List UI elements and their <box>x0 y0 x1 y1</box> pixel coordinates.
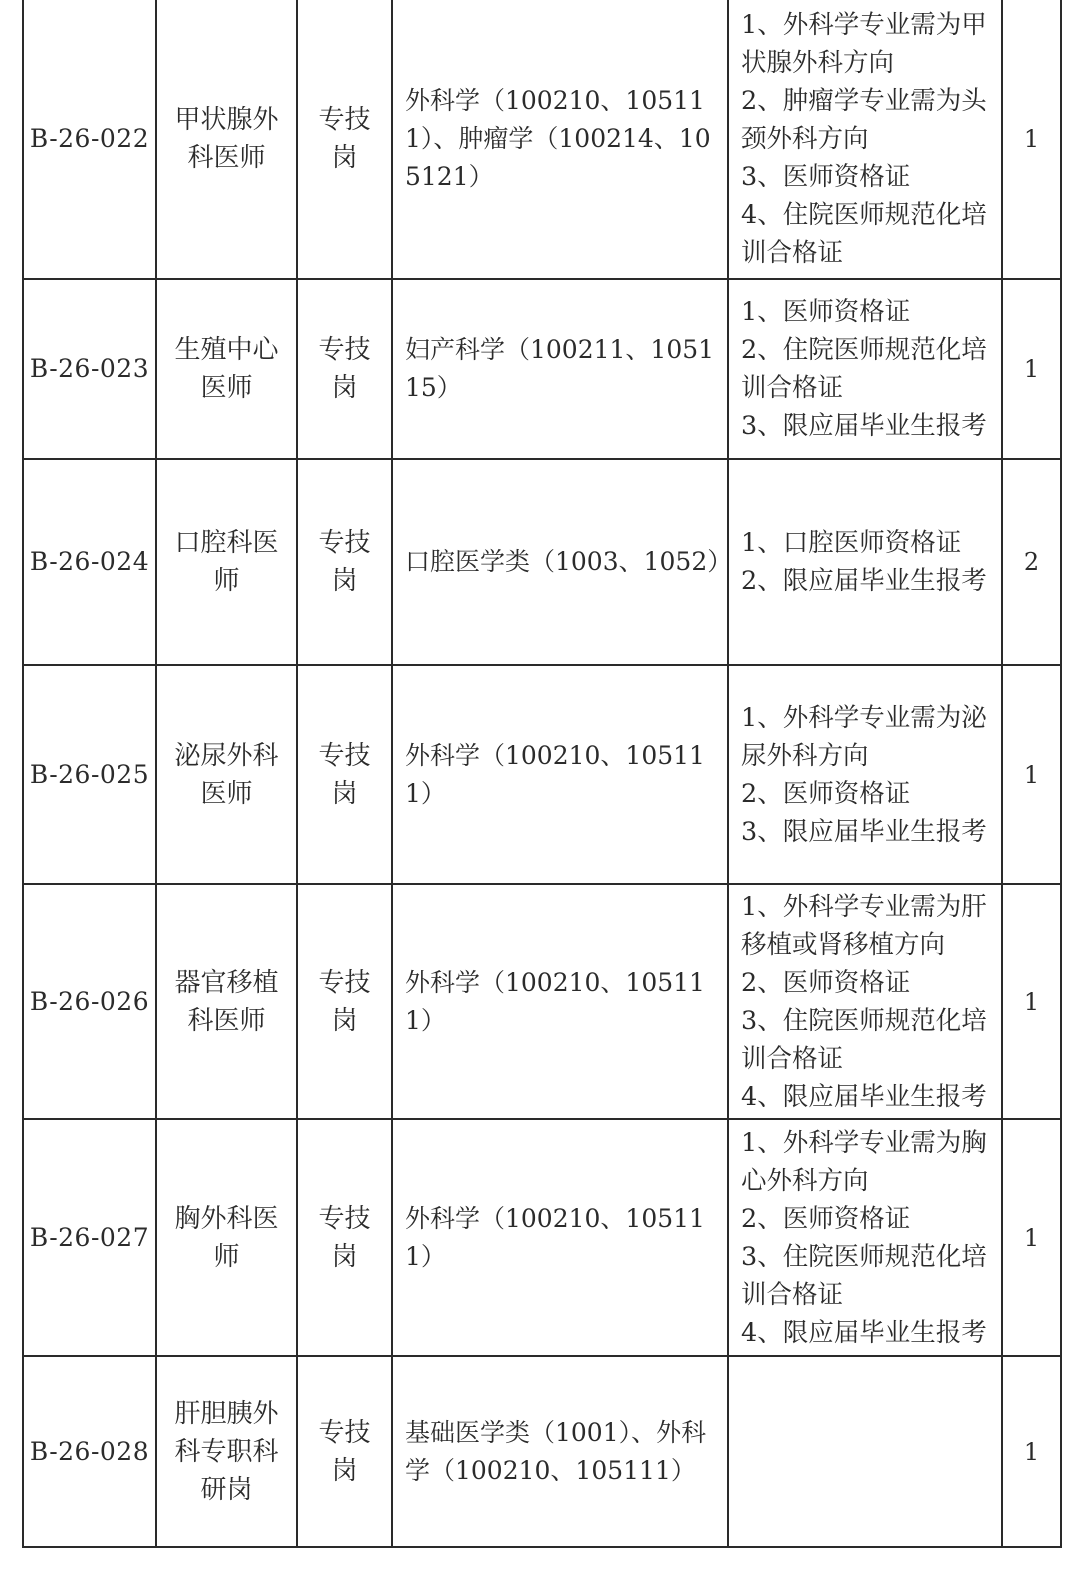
requirement-line: 3、限应届毕业生报考 <box>741 411 987 441</box>
requirement-line: 3、住院医师规范化培训合格证 <box>741 1241 987 1310</box>
position-type <box>297 1119 392 1356</box>
requirement-line: 3、限应届毕业生报考 <box>741 816 987 847</box>
position-title <box>156 1356 297 1547</box>
major-requirement <box>392 0 728 279</box>
requirement-line: 2、肿瘤学专业需为头颈外科方向 <box>741 86 987 154</box>
position-type-text: 专技岗 <box>318 967 371 1036</box>
other-requirements <box>728 884 1002 1119</box>
position-title-text: 泌尿外科医师 <box>174 740 279 809</box>
major-requirement <box>392 1119 728 1356</box>
other-requirements <box>728 665 1002 884</box>
position-type <box>297 1356 392 1547</box>
position-title-text: 口腔科医师 <box>174 528 279 596</box>
major-requirement <box>392 1356 728 1547</box>
position-title <box>156 665 297 884</box>
other-requirements <box>728 459 1002 665</box>
position-code: B-26-028 <box>23 1356 156 1547</box>
major-requirement <box>392 884 728 1119</box>
position-type <box>297 665 392 884</box>
position-title-text: 器官移植科医师 <box>174 967 279 1036</box>
position-code: B-26-025 <box>23 665 156 884</box>
table-row <box>23 665 1061 884</box>
position-type-text: 专技岗 <box>318 105 371 173</box>
position-type <box>297 0 392 279</box>
position-code: B-26-022 <box>23 0 156 279</box>
requirement-line: 3、医师资格证 <box>741 162 911 192</box>
requirement-line: 1、外科学专业需为甲状腺外科方向 <box>741 10 987 78</box>
position-title <box>156 279 297 459</box>
requirement-line: 2、医师资格证 <box>741 1203 911 1234</box>
position-count: 1 <box>1002 665 1061 884</box>
major-requirement <box>392 459 733 665</box>
position-count: 1 <box>1002 279 1061 459</box>
table-row <box>23 459 1061 665</box>
position-code: B-26-027 <box>23 1119 156 1356</box>
position-type-text: 专技岗 <box>318 528 371 596</box>
position-code: B-26-023 <box>23 279 156 459</box>
position-count: 1 <box>1002 1356 1061 1547</box>
requirement-line: 4、限应届毕业生报考 <box>741 1081 987 1112</box>
table-row <box>23 1119 1061 1356</box>
position-type <box>297 459 392 665</box>
position-title <box>156 884 297 1119</box>
requirement-line: 1、口腔医师资格证 <box>741 528 962 558</box>
position-title <box>156 0 297 279</box>
other-requirements <box>728 0 1002 279</box>
position-title <box>156 1119 297 1356</box>
position-code: B-26-024 <box>23 459 156 665</box>
major-requirement <box>392 279 728 459</box>
position-count: 1 <box>1002 884 1061 1119</box>
requirement-line: 2、医师资格证 <box>741 967 911 998</box>
requirement-line: 1、外科学专业需为胸心外科方向 <box>741 1127 987 1196</box>
requirement-line: 4、限应届毕业生报考 <box>741 1317 987 1348</box>
position-code: B-26-026 <box>23 884 156 1119</box>
major-requirement-text: 口腔医学类（1003、1052） <box>405 547 733 576</box>
major-requirement-text: 外科学（100210、105111） <box>405 1203 705 1271</box>
other-requirements <box>728 1356 1002 1547</box>
position-count: 1 <box>1002 1119 1061 1356</box>
position-title-text: 甲状腺外科医师 <box>174 105 279 173</box>
major-requirement-text: 外科学（100210、105111）、肿瘤学（100214、105121） <box>405 86 711 191</box>
table-row <box>23 279 1061 459</box>
position-type <box>297 279 392 459</box>
requirement-line: 2、住院医师规范化培训合格证 <box>741 335 987 403</box>
position-count: 2 <box>1002 459 1061 665</box>
position-title-text: 胸外科医师 <box>174 1203 279 1272</box>
position-type-text: 专技岗 <box>318 335 371 403</box>
job-positions-table <box>22 0 1062 1548</box>
major-requirement-text: 外科学（100210、105111） <box>405 740 705 808</box>
position-count: 1 <box>1002 0 1061 279</box>
major-requirement-text: 妇产科学（100211、105115） <box>405 335 715 402</box>
requirement-line: 3、住院医师规范化培训合格证 <box>741 1005 987 1074</box>
position-type-text: 专技岗 <box>318 1203 371 1272</box>
position-type <box>297 884 392 1119</box>
table-row <box>23 0 1061 279</box>
requirement-line: 1、外科学专业需为肝移植或肾移植方向 <box>741 891 987 960</box>
major-requirement <box>392 665 728 884</box>
requirement-line: 1、医师资格证 <box>741 297 911 327</box>
position-title <box>156 459 297 665</box>
position-type-text: 专技岗 <box>318 1417 371 1486</box>
requirement-line: 2、医师资格证 <box>741 778 911 809</box>
position-type-text: 专技岗 <box>318 740 371 809</box>
table-row <box>23 1356 1061 1547</box>
table-row <box>23 884 1061 1119</box>
position-title-text: 肝胆胰外科专职科研岗 <box>174 1398 279 1505</box>
other-requirements <box>728 1119 1002 1356</box>
requirement-line: 2、限应届毕业生报考 <box>741 566 987 596</box>
major-requirement-text: 基础医学类（1001）、外科学（100210、105111） <box>405 1417 707 1485</box>
position-title-text: 生殖中心医师 <box>174 335 279 403</box>
requirement-line: 4、住院医师规范化培训合格证 <box>741 200 987 268</box>
other-requirements <box>728 279 1002 459</box>
requirement-line: 1、外科学专业需为泌尿外科方向 <box>741 702 987 771</box>
major-requirement-text: 外科学（100210、105111） <box>405 967 705 1035</box>
